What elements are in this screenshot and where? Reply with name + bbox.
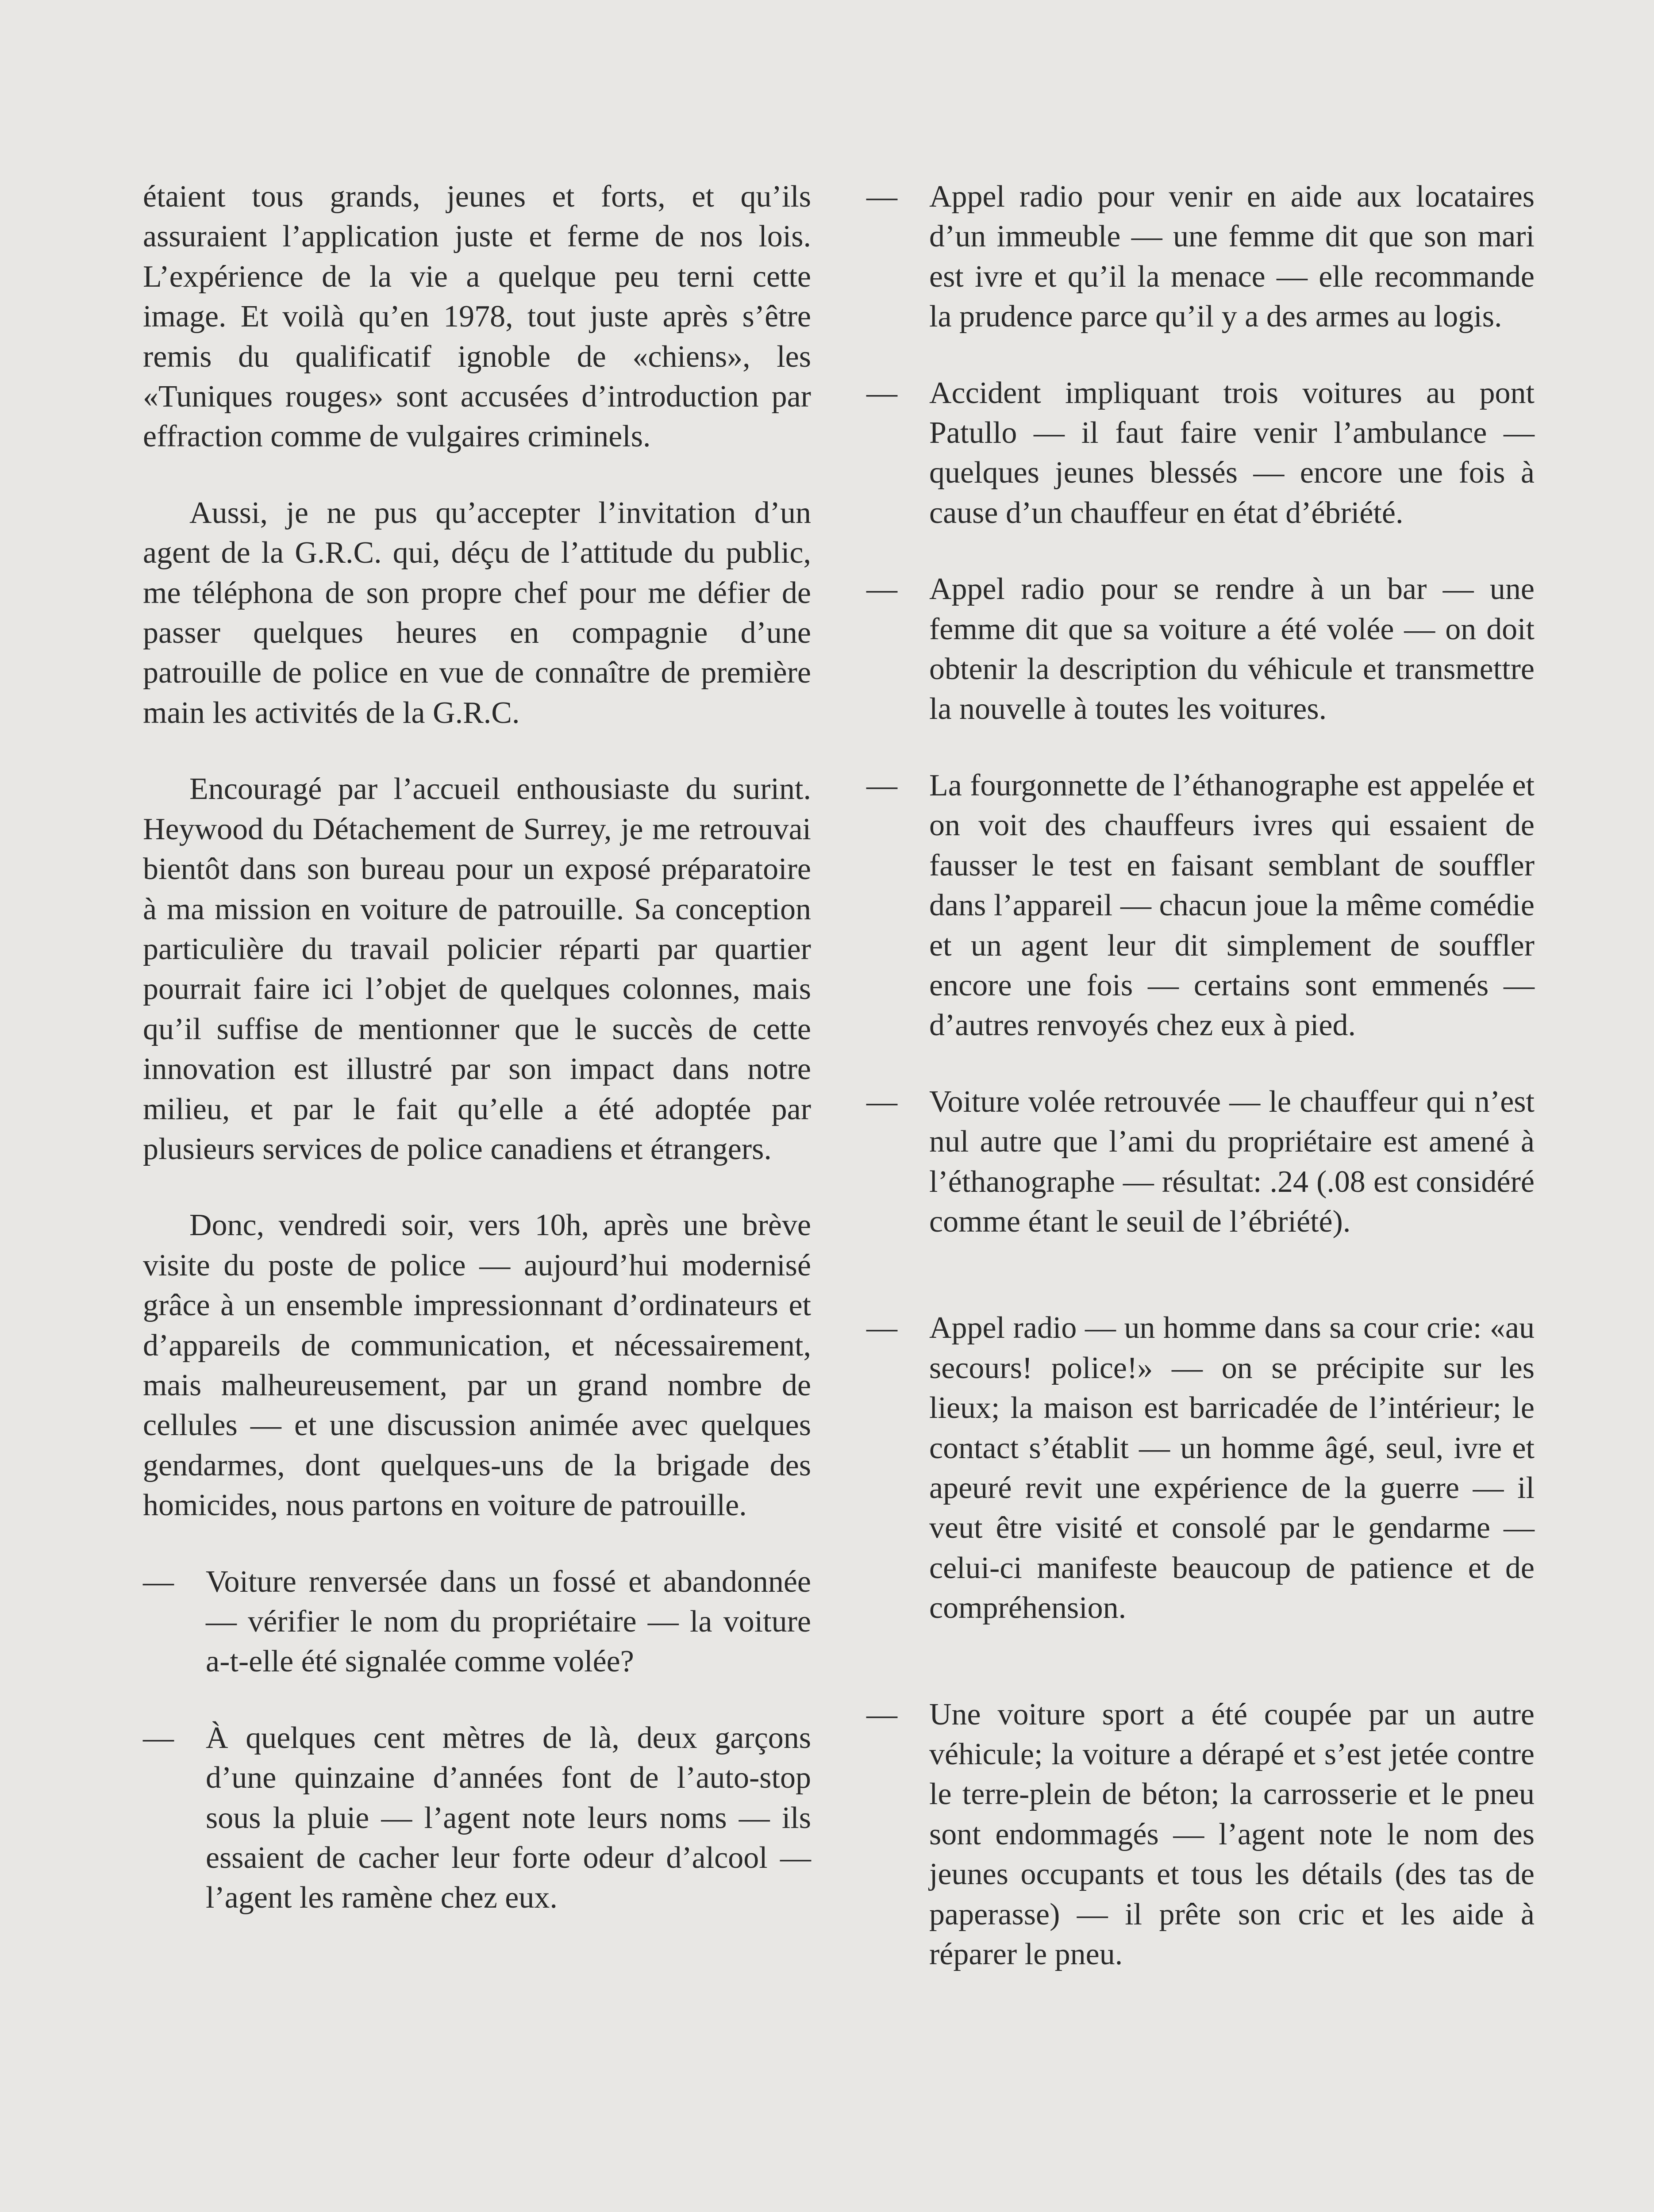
em-dash-marker: — [866, 572, 897, 607]
dash-list-item-text: Appel radio pour venir en aide aux locataires d’un immeuble — une femme dit que son mari est ivre et qu’il la menace — elle recommande la prudence parce qu’il y a des armes au logis. [929, 180, 1535, 334]
dash-list-item [866, 1695, 1535, 1975]
dash-list-item-text: Voiture renversée dans un fossé et abandonnée — vérifier le nom du propriétaire — la voiture a-t-elle été signalée comme volée? [206, 1564, 811, 1679]
em-dash-marker: — [866, 768, 897, 803]
em-dash-marker: — [866, 1697, 897, 1732]
em-dash-marker: — [866, 1311, 897, 1345]
dash-list-item [866, 1082, 1535, 1242]
dash-list-item [866, 373, 1535, 534]
dash-list-item [866, 569, 1535, 730]
dash-list-item [866, 177, 1535, 337]
dash-list-item-text: À quelques cent mètres de là, deux garçons d’une quinzaine d’années font de l’auto-stop sous la pluie — l’agent note leurs noms — ils essaient de cacher leur forte odeur d’alcool — l’agent les ramène chez eux. [206, 1720, 811, 1915]
em-dash-marker: — [143, 1720, 174, 1755]
dash-list-item [143, 1562, 811, 1682]
dash-list-item-text: Accident impliquant trois voitures au pont Patullo — il faut faire venir l’ambulance — quelques jeunes blessés — encore une fois à cause d’un chauffeur en état d’ébriété. [929, 376, 1535, 530]
paragraph: Aussi, je ne pus qu’accepter l’invitation d’un agent de la G.R.C. qui, déçu de l’attitude du public, me téléphona de son propre chef pour me défier de passer quelques heures en compagnie d’une patrouille de police en vue de connaître de première main les activités de la G.R.C. [143, 495, 811, 730]
dash-list-item-text: Une voiture sport a été coupée par un autre véhicule; la voiture a dérapé et s’est jetée contre le terre-plein de béton; la carrosserie et le pneu sont endommagés — l’agent note le nom des jeunes occupants et tous les détails (des tas de paperasse) — il prête son cric et les aide à réparer le pneu. [929, 1697, 1535, 1972]
dash-list-item [143, 1718, 811, 1918]
left-column [143, 177, 811, 1955]
dash-list-item-text: Voiture volée retrouvée — le chauffeur qui n’est nul autre que l’ami du propriétaire est amené à l’éthanographe — résultat: .24 (.08 est considéré comme étant le seuil de l’ébriété). [929, 1084, 1535, 1239]
em-dash-marker: — [143, 1564, 174, 1599]
dash-list-item [866, 766, 1535, 1046]
paragraph: étaient tous grands, jeunes et forts, et qu’ils assuraient l’application juste et ferme de nos lois. L’expérience de la vie a quelque peu terni cette image. Et voilà qu’en 1978, tout juste après s’être remis du qualificatif ignoble de «chiens», les «Tuniques rouges» sont accusées d’introduction par effraction comme de vulgaires criminels. [143, 180, 811, 454]
right-column [866, 177, 1535, 2011]
dash-list-item-text: Appel radio — un homme dans sa cour crie: «au secours! police!» — on se précipite sur les lieux; la maison est barricadée de l’intérieur; le contact s’établit — un homme âgé, seul, ivre et apeuré revit une expérience de la guerre — il veut être visité et consolé par le gendarme — celui-ci manifeste beaucoup de patience et de compréhension. [929, 1311, 1535, 1625]
dash-list-item [866, 1308, 1535, 1628]
dash-list-item-text: La fourgonnette de l’éthanographe est appelée et on voit des chauffeurs ivres qui essaient de fausser le test en faisant semblant de souffler dans l’appareil — chacun joue la même comédie et un agent leur dit simplement de souffler encore une fois — certains sont emmenés — d’autres renvoyés chez eux à pied. [929, 768, 1535, 1043]
paragraph: Donc, vendredi soir, vers 10h, après une brève visite du poste de police — aujourd’hui modernisé grâce à un ensemble impressionnant d’ordinateurs et d’appareils de communication, et nécessairement, mais malheureusement, par un grand nombre de cellules — et une discussion animée avec quelques gendarmes, dont quelques-uns de la brigade des homicides, nous partons en voiture de patrouille. [143, 1208, 811, 1523]
paragraph: Encouragé par l’accueil enthousiaste du surint. Heywood du Détachement de Surrey, je me retrouvai bientôt dans son bureau pour un exposé préparatoire à ma mission en voiture de patrouille. Sa conception particulière du travail policier réparti par quartier pourrait faire ici l’objet de quelques colonnes, mais qu’il suffise de mentionner que le succès de cette innovation est illustré par son impact dans notre milieu, et par le fait qu’elle a été adoptée par plusieurs services de police canadiens et étrangers. [143, 772, 811, 1166]
em-dash-marker: — [866, 376, 897, 410]
em-dash-marker: — [866, 1084, 897, 1119]
em-dash-marker: — [866, 180, 897, 214]
dash-list-item-text: Appel radio pour se rendre à un bar — une femme dit que sa voiture a été volée — on doit obtenir la description du véhicule et transmettre la nouvelle à toutes les voitures. [929, 572, 1535, 726]
